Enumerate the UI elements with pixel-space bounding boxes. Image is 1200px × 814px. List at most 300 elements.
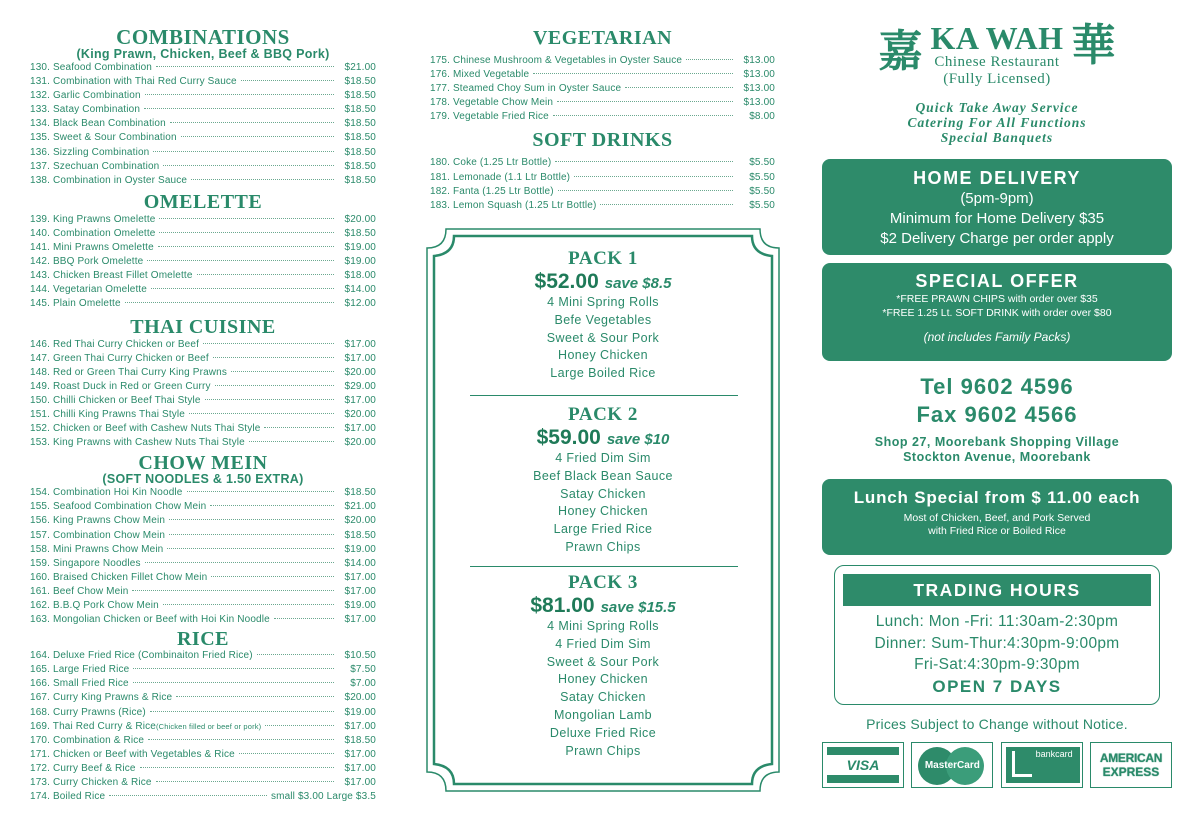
menu-item-price: $7.00 [350, 678, 376, 690]
menu-item [30, 213, 376, 227]
menu-item-name: 179. Vegetable Fried Rice [430, 111, 549, 123]
pack-items [424, 450, 782, 557]
pack-item: Honey Chicken [558, 348, 648, 363]
trading-hours-title: TRADING HOURS [843, 574, 1151, 606]
menu-item [430, 96, 775, 110]
menu-item [30, 543, 376, 557]
menu-item-name: 139. King Prawns Omelette [30, 213, 156, 225]
dot-leader [147, 260, 334, 261]
dot-leader [215, 385, 334, 386]
menu-item [30, 613, 376, 627]
pack-price: $59.00 [536, 426, 601, 449]
menu-item-name: 170. Combination & Rice [30, 734, 145, 746]
menu-item-name: 140. Combination Omelette [30, 227, 156, 239]
vegetarian-list [430, 54, 775, 124]
menu-item [430, 171, 775, 185]
menu-item-name: 156. King Prawns Chow Mein [30, 515, 166, 527]
pack-item: Large Boiled Rice [550, 366, 656, 381]
menu-item-name: 160. Braised Chicken Fillet Chow Mein [30, 571, 208, 583]
dot-leader [555, 161, 733, 162]
pack-item: 4 Mini Spring Rolls [547, 619, 659, 633]
address-line: Stockton Avenue, Moorebank [903, 450, 1091, 464]
pack-1 [424, 248, 782, 383]
pack-items [424, 294, 782, 383]
dot-leader [140, 767, 334, 768]
menu-item [30, 486, 376, 500]
menu-item-name: 173. Curry Chicken & Rice [30, 777, 152, 789]
menu-item [30, 790, 376, 804]
thai-cuisine-list [30, 338, 376, 451]
menu-item-name: 134. Black Bean Combination [30, 118, 166, 130]
dot-leader [205, 399, 334, 400]
menu-item [30, 103, 376, 117]
info-column [822, 22, 1172, 788]
pack-item: 4 Fried Dim Sim [555, 636, 651, 651]
dot-leader [176, 696, 334, 697]
menu-item-name: 148. Red or Green Thai Curry King Prawns [30, 366, 228, 378]
dot-leader [686, 59, 733, 60]
dot-leader [239, 753, 334, 754]
menu-item-price: $18.50 [344, 529, 376, 541]
tagline: Catering For All Functions [907, 115, 1087, 130]
dot-leader [145, 94, 334, 95]
dot-leader [558, 190, 733, 191]
menu-item-price: $18.50 [344, 132, 376, 144]
menu-item-price: $17.00 [344, 338, 376, 350]
menu-item [30, 160, 376, 174]
menu-item [30, 174, 376, 188]
menu-item-name: 145. Plain Omelette [30, 298, 121, 310]
family-packs [424, 226, 782, 794]
menu-item-name: 137. Szechuan Combination [30, 160, 160, 172]
dot-leader [265, 725, 334, 726]
pack-item: 4 Mini Spring Rolls [547, 295, 659, 309]
menu-item-price: $18.50 [344, 160, 376, 172]
omelette-title: OMELETTE [143, 190, 263, 213]
pack-item: Sweet & Sour Pork [546, 330, 660, 345]
pack-title: PACK 2 [568, 404, 638, 425]
menu-item-price: $19.00 [344, 543, 376, 555]
menu-item-name: 144. Vegetarian Omelette [30, 284, 148, 296]
price-notice: Prices Subject to Change without Notice. [866, 716, 1128, 732]
menu-item-name: 165. Large Fried Rice [30, 664, 130, 676]
menu-item [30, 352, 376, 366]
lunch-special-title: Lunch Special from $ 11.00 each [853, 488, 1141, 507]
menu-item-name: 155. Seafood Combination Chow Mein [30, 501, 207, 513]
hours-line: Fri-Sat:4:30pm-9:30pm [914, 656, 1080, 673]
menu-item-price: $14.00 [344, 284, 376, 296]
taglines [822, 100, 1172, 145]
pack-item: 4 Fried Dim Sim [555, 451, 651, 465]
menu-item [30, 514, 376, 528]
pack-item: Satay Chicken [560, 486, 646, 501]
pack-saving: save $15.5 [600, 599, 676, 616]
menu-item-price: $19.00 [344, 600, 376, 611]
lunch-special-panel [822, 479, 1172, 555]
dot-leader [158, 246, 334, 247]
dot-leader [213, 357, 334, 358]
menu-item-price: $18.50 [344, 487, 376, 499]
special-offer-panel [822, 263, 1172, 361]
hours-line: Lunch: Mon -Fri: 11:30am-2:30pm [875, 613, 1119, 630]
menu-item [30, 585, 376, 599]
menu-item [430, 199, 775, 213]
offer-note: (not includes Family Packs) [923, 330, 1071, 344]
menu-item-name: 133. Satay Combination [30, 104, 141, 116]
delivery-hours: (5pm-9pm) [960, 190, 1034, 207]
menu-item-name: 166. Small Fried Rice [30, 678, 129, 690]
dot-leader [231, 371, 334, 372]
dot-leader [625, 87, 733, 88]
menu-item-name: 161. Beef Chow Mein [30, 585, 129, 597]
menu-item [430, 110, 775, 124]
license-note: (Fully Licensed) [943, 71, 1051, 87]
menu-item-price: $17.00 [344, 585, 376, 597]
menu-item-price: $18.50 [344, 174, 376, 186]
payment-cards [822, 742, 1172, 788]
phone-number[interactable]: Tel 9602 4596 [920, 374, 1074, 399]
menu-item-name: 175. Chinese Mushroom & Vegetables in Oyster Sauce [430, 55, 683, 66]
menu-item-price: $18.50 [344, 76, 376, 88]
menu-item [30, 338, 376, 352]
dot-leader [170, 122, 334, 123]
menu-item-name: 172. Curry Beef & Rice [30, 762, 136, 774]
pack-saving: save $10 [606, 431, 670, 448]
menu-item-name: 135. Sweet & Sour Combination [30, 132, 177, 144]
menu-item-name: 131. Combination with Thai Red Curry Sauce [30, 76, 237, 88]
menu-item-name: 146. Red Thai Curry Chicken or Beef [30, 338, 200, 350]
menu-item-price: $7.50 [350, 664, 376, 676]
menu-item-price: $13.00 [743, 83, 775, 95]
home-delivery-panel [822, 159, 1172, 255]
menu-item [30, 677, 376, 691]
menu-item-price: $18.50 [344, 90, 376, 102]
menu-item-price: $13.00 [743, 55, 775, 66]
menu-column-left [30, 26, 376, 804]
menu-item [30, 269, 376, 283]
chinese-character-left: 嘉 [878, 26, 923, 77]
dot-leader [153, 151, 334, 152]
dot-leader [191, 179, 334, 180]
menu-item [30, 366, 376, 380]
menu-item-name: 167. Curry King Prawns & Rice [30, 692, 173, 704]
menu-item-price: $17.00 [344, 748, 376, 760]
dot-leader [156, 66, 334, 67]
menu-item-price: $17.00 [344, 352, 376, 364]
menu-item-name: 150. Chilli Chicken or Beef Thai Style [30, 394, 201, 406]
menu-item-price: $29.00 [344, 380, 376, 392]
menu-item-price: $17.00 [344, 762, 376, 774]
menu-item [430, 156, 775, 170]
address [822, 435, 1172, 465]
bankcard-logo: bankcard [1001, 742, 1083, 788]
dot-leader [197, 274, 334, 275]
dot-leader [189, 413, 334, 414]
menu-item-price: $20.00 [344, 692, 376, 704]
menu-item-price: $21.00 [344, 62, 376, 73]
menu-item-name: 147. Green Thai Curry Chicken or Beef [30, 352, 209, 364]
menu-column-middle [430, 26, 775, 213]
special-offer-title: SPECIAL OFFER [915, 271, 1079, 291]
delivery-charge: $2 Delivery Charge per order apply [880, 230, 1114, 247]
menu-item [30, 380, 376, 394]
pack-item: Befe Vegetables [554, 312, 652, 327]
menu-item-name: 171. Chicken or Beef with Vegetables & Rice [30, 748, 235, 760]
menu-item-name: 153. King Prawns with Cashew Nuts Thai Style [30, 437, 245, 449]
rice-list [30, 649, 376, 804]
menu-item [430, 68, 775, 82]
menu-item [30, 227, 376, 241]
menu-item-name: 130. Seafood Combination [30, 62, 153, 73]
menu-item-name: 178. Vegetable Chow Mein [430, 97, 554, 109]
soft-drinks-list [430, 156, 775, 212]
menu-item [30, 762, 376, 776]
menu-item-name: 180. Coke (1.25 Ltr Bottle) [430, 157, 552, 169]
dot-leader [156, 781, 334, 782]
hours-line: Dinner: Sum-Thur:4:30pm-9:00pm [874, 634, 1120, 652]
menu-item [30, 408, 376, 422]
chow-mein-subtitle: (SOFT NOODLES & 1.50 EXTRA) [102, 472, 304, 487]
dot-leader [211, 576, 334, 577]
menu-item-price: $12.00 [344, 298, 376, 310]
divider [470, 395, 738, 396]
menu-item-price: $18.50 [344, 146, 376, 158]
menu-item-price: $18.00 [344, 270, 376, 282]
menu-item-price: $17.00 [344, 571, 376, 583]
tagline: Special Banquets [940, 130, 1054, 145]
menu-item [30, 571, 376, 585]
menu-item-price: $17.00 [344, 720, 376, 732]
menu-item-name: 168. Curry Prawns (Rice) [30, 706, 146, 718]
dot-leader [169, 534, 334, 535]
menu-item-price: $13.00 [743, 97, 775, 109]
menu-item-price: $19.00 [344, 706, 376, 718]
menu-item [30, 776, 376, 790]
dot-leader [210, 505, 334, 506]
amex-card-logo: AMERICAN EXPRESS [1090, 742, 1172, 788]
restaurant-type: Chinese Restaurant [934, 54, 1060, 70]
dot-leader [132, 590, 334, 591]
dot-leader [600, 204, 733, 205]
chow-mein-list [30, 486, 376, 627]
combinations-title: COMBINATIONS [116, 25, 290, 49]
menu-item-price: $19.00 [344, 256, 376, 268]
menu-item [30, 748, 376, 762]
dot-leader [163, 604, 334, 605]
menu-item-price: $5.50 [749, 171, 775, 183]
menu-item-price: $17.00 [344, 394, 376, 406]
menu-item-name: 174. Boiled Rice [30, 791, 106, 803]
menu-item-price: $5.50 [749, 185, 775, 197]
dot-leader [167, 548, 334, 549]
menu-item [30, 734, 376, 748]
address-line: Shop 27, Moorebank Shopping Village [874, 435, 1120, 449]
dot-leader [133, 682, 334, 683]
menu-item-name: 141. Mini Prawns Omelette [30, 242, 154, 254]
menu-item [30, 649, 376, 663]
dot-leader [264, 427, 334, 428]
pack-3 [424, 572, 782, 760]
dot-leader [145, 562, 334, 563]
menu-item-name: 177. Steamed Choy Sum in Oyster Sauce [430, 83, 622, 95]
soft-drinks-title: SOFT DRINKS [532, 129, 673, 152]
dot-leader [144, 108, 334, 109]
pack-saving: save $8.5 [604, 275, 672, 292]
dot-leader [274, 618, 334, 619]
dot-leader [163, 165, 334, 166]
menu-item [30, 436, 376, 450]
dot-leader [150, 711, 334, 712]
menu-item [30, 61, 376, 75]
pack-items [424, 618, 782, 760]
pack-item: Honey Chicken [558, 672, 648, 687]
dot-leader [257, 654, 334, 655]
dot-leader [148, 739, 334, 740]
menu-item-price: $20.00 [344, 515, 376, 527]
pack-item: Honey Chicken [558, 504, 648, 519]
menu-item [30, 131, 376, 145]
menu-item-note: (Chicken filled or beef or pork) [156, 721, 262, 731]
dot-leader [557, 101, 733, 102]
menu-item-price: $8.00 [749, 111, 775, 123]
menu-item-name: 142. BBQ Pork Omelette [30, 256, 144, 268]
menu-item-name: 176. Mixed Vegetable [430, 69, 530, 81]
dot-leader [533, 73, 733, 74]
menu-item-name: 132. Garlic Combination [30, 90, 141, 102]
menu-item-name: 163. Mongolian Chicken or Beef with Hoi Kin Noodle [30, 614, 270, 626]
dot-leader [125, 302, 334, 303]
menu-item [430, 82, 775, 96]
menu-item [30, 422, 376, 436]
menu-item [30, 720, 376, 734]
rice-title: RICE [176, 628, 229, 651]
dot-leader [151, 288, 334, 289]
pack-title: PACK 3 [568, 572, 638, 593]
dot-leader [133, 668, 334, 669]
pack-price: $52.00 [534, 270, 599, 293]
menu-item [30, 297, 376, 311]
menu-item-price: $14.00 [344, 557, 376, 569]
menu-item-name: 138. Combination in Oyster Sauce [30, 174, 188, 186]
menu-item-name: 181. Lemonade (1.1 Ltr Bottle) [430, 171, 571, 183]
restaurant-logo [822, 22, 1172, 92]
menu-item [30, 663, 376, 677]
pack-title: PACK 1 [568, 248, 638, 269]
tagline: Quick Take Away Service [915, 100, 1079, 115]
dot-leader [159, 218, 334, 219]
trading-hours-panel [834, 565, 1160, 705]
menu-item-price: $19.00 [344, 242, 376, 254]
offer-line: *FREE 1.25 Lt. SOFT DRINK with order over $80 [882, 307, 1112, 319]
dot-leader [169, 519, 334, 520]
menu-item-price: $10.50 [344, 650, 376, 662]
fax-number: Fax 9602 4566 [916, 402, 1078, 427]
combinations-subtitle: (King Prawn, Chicken, Beef & BBQ Pork) [76, 47, 330, 61]
pack-item: Large Fried Rice [553, 522, 653, 537]
pack-item: Prawn Chips [565, 539, 641, 554]
dot-leader [187, 491, 334, 492]
menu-item-name: 149. Roast Duck in Red or Green Curry [30, 380, 211, 392]
menu-item-price: $17.00 [344, 614, 376, 626]
pack-item: Mongolian Lamb [553, 707, 653, 722]
dot-leader [249, 441, 334, 442]
pack-item: Deluxe Fried Rice [549, 725, 657, 740]
menu-item-price: $21.00 [344, 501, 376, 513]
menu-item-name: 182. Fanta (1.25 Ltr Bottle) [430, 185, 554, 197]
menu-item-price: $20.00 [344, 408, 376, 420]
thai-cuisine-title: THAI CUISINE [130, 315, 276, 338]
menu-item-name: 183. Lemon Squash (1.25 Ltr Bottle) [430, 199, 597, 211]
menu-item-name: 154. Combination Hoi Kin Noodle [30, 487, 183, 499]
dot-leader [159, 232, 334, 233]
chinese-character-right: 華 [1071, 20, 1116, 71]
menu-item-price: $18.50 [344, 227, 376, 239]
pack-item: Sweet & Sour Pork [546, 654, 660, 669]
menu-item [30, 255, 376, 269]
mastercard-logo: MasterCard [911, 742, 993, 788]
restaurant-name: KA WAH [930, 20, 1064, 56]
menu-item-name: 164. Deluxe Fried Rice (Combinaiton Fried Rice) [30, 650, 253, 662]
pack-item: Beef Black Bean Sauce [533, 468, 673, 483]
dot-leader [241, 80, 334, 81]
dot-leader [574, 176, 733, 177]
omelette-list [30, 213, 376, 312]
chow-mein-title: CHOW MEIN [138, 452, 268, 475]
menu-item-name: 159. Singapore Noodles [30, 557, 141, 569]
vegetarian-title: VEGETARIAN [532, 27, 673, 49]
menu-item-name: 152. Chicken or Beef with Cashew Nuts Thai Style [30, 423, 261, 435]
home-delivery-title: HOME DELIVERY [913, 168, 1081, 188]
menu-item [30, 691, 376, 705]
menu-item [430, 185, 775, 199]
offer-line: *FREE PRAWN CHIPS with order over $35 [896, 293, 1098, 305]
menu-item-price: small $3.00 Large $3.5 [270, 791, 376, 803]
menu-item [30, 283, 376, 297]
menu-item [30, 75, 376, 89]
menu-item-name: 169. Thai Red Curry & Rice(Chicken filled or beef or pork) [30, 720, 262, 732]
menu-item [430, 54, 775, 68]
menu-item [30, 117, 376, 131]
menu-item-price: $20.00 [344, 213, 376, 225]
menu-item-name: 162. B.B.Q Pork Chow Mein [30, 600, 159, 611]
menu-item-name: 143. Chicken Breast Fillet Omelette [30, 270, 193, 282]
pack-2 [424, 404, 782, 557]
menu-item-price: $18.50 [344, 734, 376, 746]
lunch-special-line: Most of Chicken, Beef, and Pork Served [903, 512, 1091, 524]
delivery-minimum: Minimum for Home Delivery $35 [889, 210, 1105, 227]
menu-item-name: 151. Chilli King Prawns Thai Style [30, 408, 185, 420]
dot-leader [203, 343, 334, 344]
menu-item-price: $18.50 [344, 118, 376, 130]
menu-item [30, 241, 376, 255]
menu-item-price: $20.00 [344, 437, 376, 449]
dot-leader [553, 115, 733, 116]
divider [470, 566, 738, 567]
menu-item-price: $17.00 [344, 423, 376, 435]
pack-price: $81.00 [530, 594, 595, 617]
menu-item [30, 89, 376, 103]
menu-item-name: 158. Mini Prawns Chow Mein [30, 543, 164, 555]
menu-item-price: $5.50 [749, 157, 775, 169]
menu-item [30, 146, 376, 160]
menu-item-name: 136. Sizzling Combination [30, 146, 150, 158]
menu-item-price: $17.00 [344, 777, 376, 789]
menu-item [30, 529, 376, 543]
lunch-special-line: with Fried Rice or Boiled Rice [928, 525, 1066, 537]
menu-item [30, 599, 376, 613]
menu-item-name: 157. Combination Chow Mein [30, 529, 166, 541]
visa-card-logo: VISA [822, 742, 904, 788]
